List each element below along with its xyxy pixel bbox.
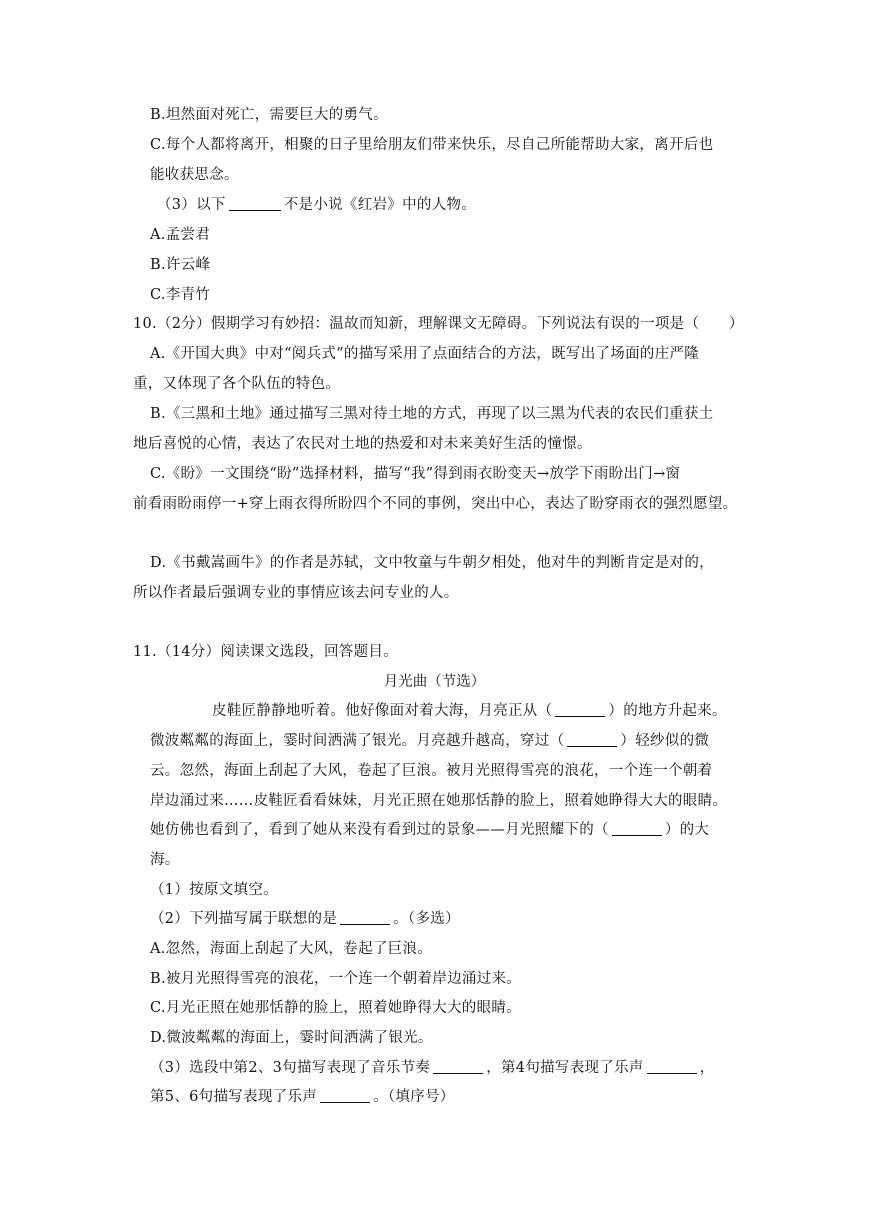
q11-sub2-option-c: C.月光正照在她那恬静的脸上，照着她睁得大大的眼睛。 bbox=[150, 1000, 521, 1016]
q11-sub3-line1 bbox=[150, 1058, 715, 1078]
answer-blank[interactable] bbox=[567, 732, 617, 747]
answer-blank[interactable] bbox=[340, 910, 390, 925]
q11-sub2-suffix: 。（多选） bbox=[393, 911, 460, 927]
passage-line-2 bbox=[150, 731, 709, 751]
q9-sub3-suffix: 不是小说《红岩》中的人物。 bbox=[283, 197, 477, 213]
passage-text: ）的地方升起来。 bbox=[608, 703, 727, 719]
q11-sub3-text: ， bbox=[699, 1060, 715, 1076]
passage-text: ）轻纱似的微 bbox=[620, 733, 710, 749]
q11-sub3-text: （3）选段中第2、3句描写表现了音乐节奏 bbox=[150, 1060, 431, 1076]
passage-line-4: 岸边涌过来……皮鞋匠看看妹妹，月光正照在她那恬静的脸上，照着她睁得大大的眼睛。 bbox=[150, 793, 728, 809]
q9-sub3-prefix: （3）以下 bbox=[157, 197, 226, 213]
q10-option-c-line2: 前看雨盼雨停一+穿上雨衣得所盼四个不同的事例，突出中心，表达了盼穿雨衣的强烈愿望。 bbox=[133, 496, 738, 512]
passage-text: 皮鞋匠静静地听着。他好像面对着大海，月亮正从（ bbox=[212, 703, 553, 719]
answer-blank[interactable] bbox=[320, 1088, 370, 1103]
q9-option-c-line2: 能收获思念。 bbox=[150, 167, 239, 183]
q10-option-a-line1: A.《开国大典》中对“阅兵式”的描写采用了点面结合的方法，既写出了场面的庄严隆 bbox=[150, 346, 700, 362]
passage-text: 她仿佛也看到了，看到了她从来没有看到过的景象——月光照耀下的（ bbox=[150, 822, 609, 838]
q11-sub2-option-a: A.忽然，海面上刮起了大风，卷起了巨浪。 bbox=[150, 941, 433, 957]
passage-title: 月光曲（节选） bbox=[383, 674, 486, 690]
q9-option-c-line1: C.每个人都将离开，相聚的日子里给朋友们带来快乐，尽自己所能帮助大家，离开后也 bbox=[150, 137, 714, 153]
q10-option-d-line2: 所以作者最后强调专业的事情应该去问专业的人。 bbox=[133, 585, 459, 601]
passage-text: 微波粼粼的海面上，霎时间洒满了银光。月亮越升越高，穿过（ bbox=[150, 733, 565, 749]
passage-text: ）的大 bbox=[664, 822, 710, 838]
passage-line-6: 海。 bbox=[150, 852, 180, 868]
answer-blank[interactable] bbox=[229, 196, 281, 211]
q11-sub2-option-d: D.微波粼粼的海面上，霎时间洒满了银光。 bbox=[150, 1030, 433, 1046]
q11-sub2-prefix: （2）下列描写属于联想的是 bbox=[150, 911, 338, 927]
answer-blank[interactable] bbox=[555, 702, 605, 717]
q11-sub2-option-b: B.被月光照得雪亮的浪花，一个连一个朝着岸边涌过来。 bbox=[150, 971, 522, 987]
q9-sub3-question bbox=[157, 195, 476, 215]
q10-option-a-line2: 重，又体现了各个队伍的特色。 bbox=[133, 376, 341, 392]
passage-line-5 bbox=[150, 820, 709, 840]
passage-line-1 bbox=[212, 701, 727, 721]
answer-blank[interactable] bbox=[433, 1059, 483, 1074]
q11-sub3-text: ，第4句描写表现了乐声 bbox=[486, 1060, 644, 1076]
q11-stem: 11.（14分）阅读课文选段，回答题目。 bbox=[133, 644, 399, 660]
q11-sub3-line2 bbox=[150, 1087, 455, 1107]
q10-stem: 10.（2分）假期学习有妙招：温故而知新，理解课文无障碍。下列说法有误的一项是（ ） bbox=[133, 316, 744, 332]
passage-line-3: 云。忽然，海面上刮起了大风，卷起了巨浪。被月光照得雪亮的浪花，一个连一个朝着 bbox=[150, 763, 713, 779]
q9-sub3-option-c: C.李青竹 bbox=[150, 287, 211, 303]
q11-sub3-text: 第5、6句描写表现了乐声 bbox=[150, 1089, 318, 1105]
q11-sub1: （1）按原文填空。 bbox=[150, 882, 278, 898]
q10-option-d-line1: D.《书戴嵩画牛》的作者是苏轼，文中牧童与牛朝夕相处，他对牛的判断肯定是对的， bbox=[150, 555, 714, 571]
answer-blank[interactable] bbox=[612, 821, 662, 836]
q9-sub3-option-a: A.孟尝君 bbox=[150, 227, 211, 243]
q9-sub3-option-b: B.许云峰 bbox=[150, 257, 211, 273]
q10-option-b-line2: 地后喜悦的心情，表达了农民对土地的热爱和对未来美好生活的憧憬。 bbox=[133, 436, 592, 452]
answer-blank[interactable] bbox=[647, 1059, 697, 1074]
q10-option-c-line1: C.《盼》一文围绕“盼”选择材料，描写“我”得到雨衣盼变天→放学下雨盼出门→窗 bbox=[150, 466, 681, 482]
q11-sub2 bbox=[150, 909, 460, 929]
q11-sub3-text: 。（填序号） bbox=[373, 1089, 455, 1105]
q9-option-b: B.坦然面对死亡，需要巨大的勇气。 bbox=[150, 107, 388, 123]
q10-option-b-line1: B.《三黑和土地》通过描写三黑对待土地的方式，再现了以三黑为代表的农民们重获土 bbox=[150, 406, 714, 422]
